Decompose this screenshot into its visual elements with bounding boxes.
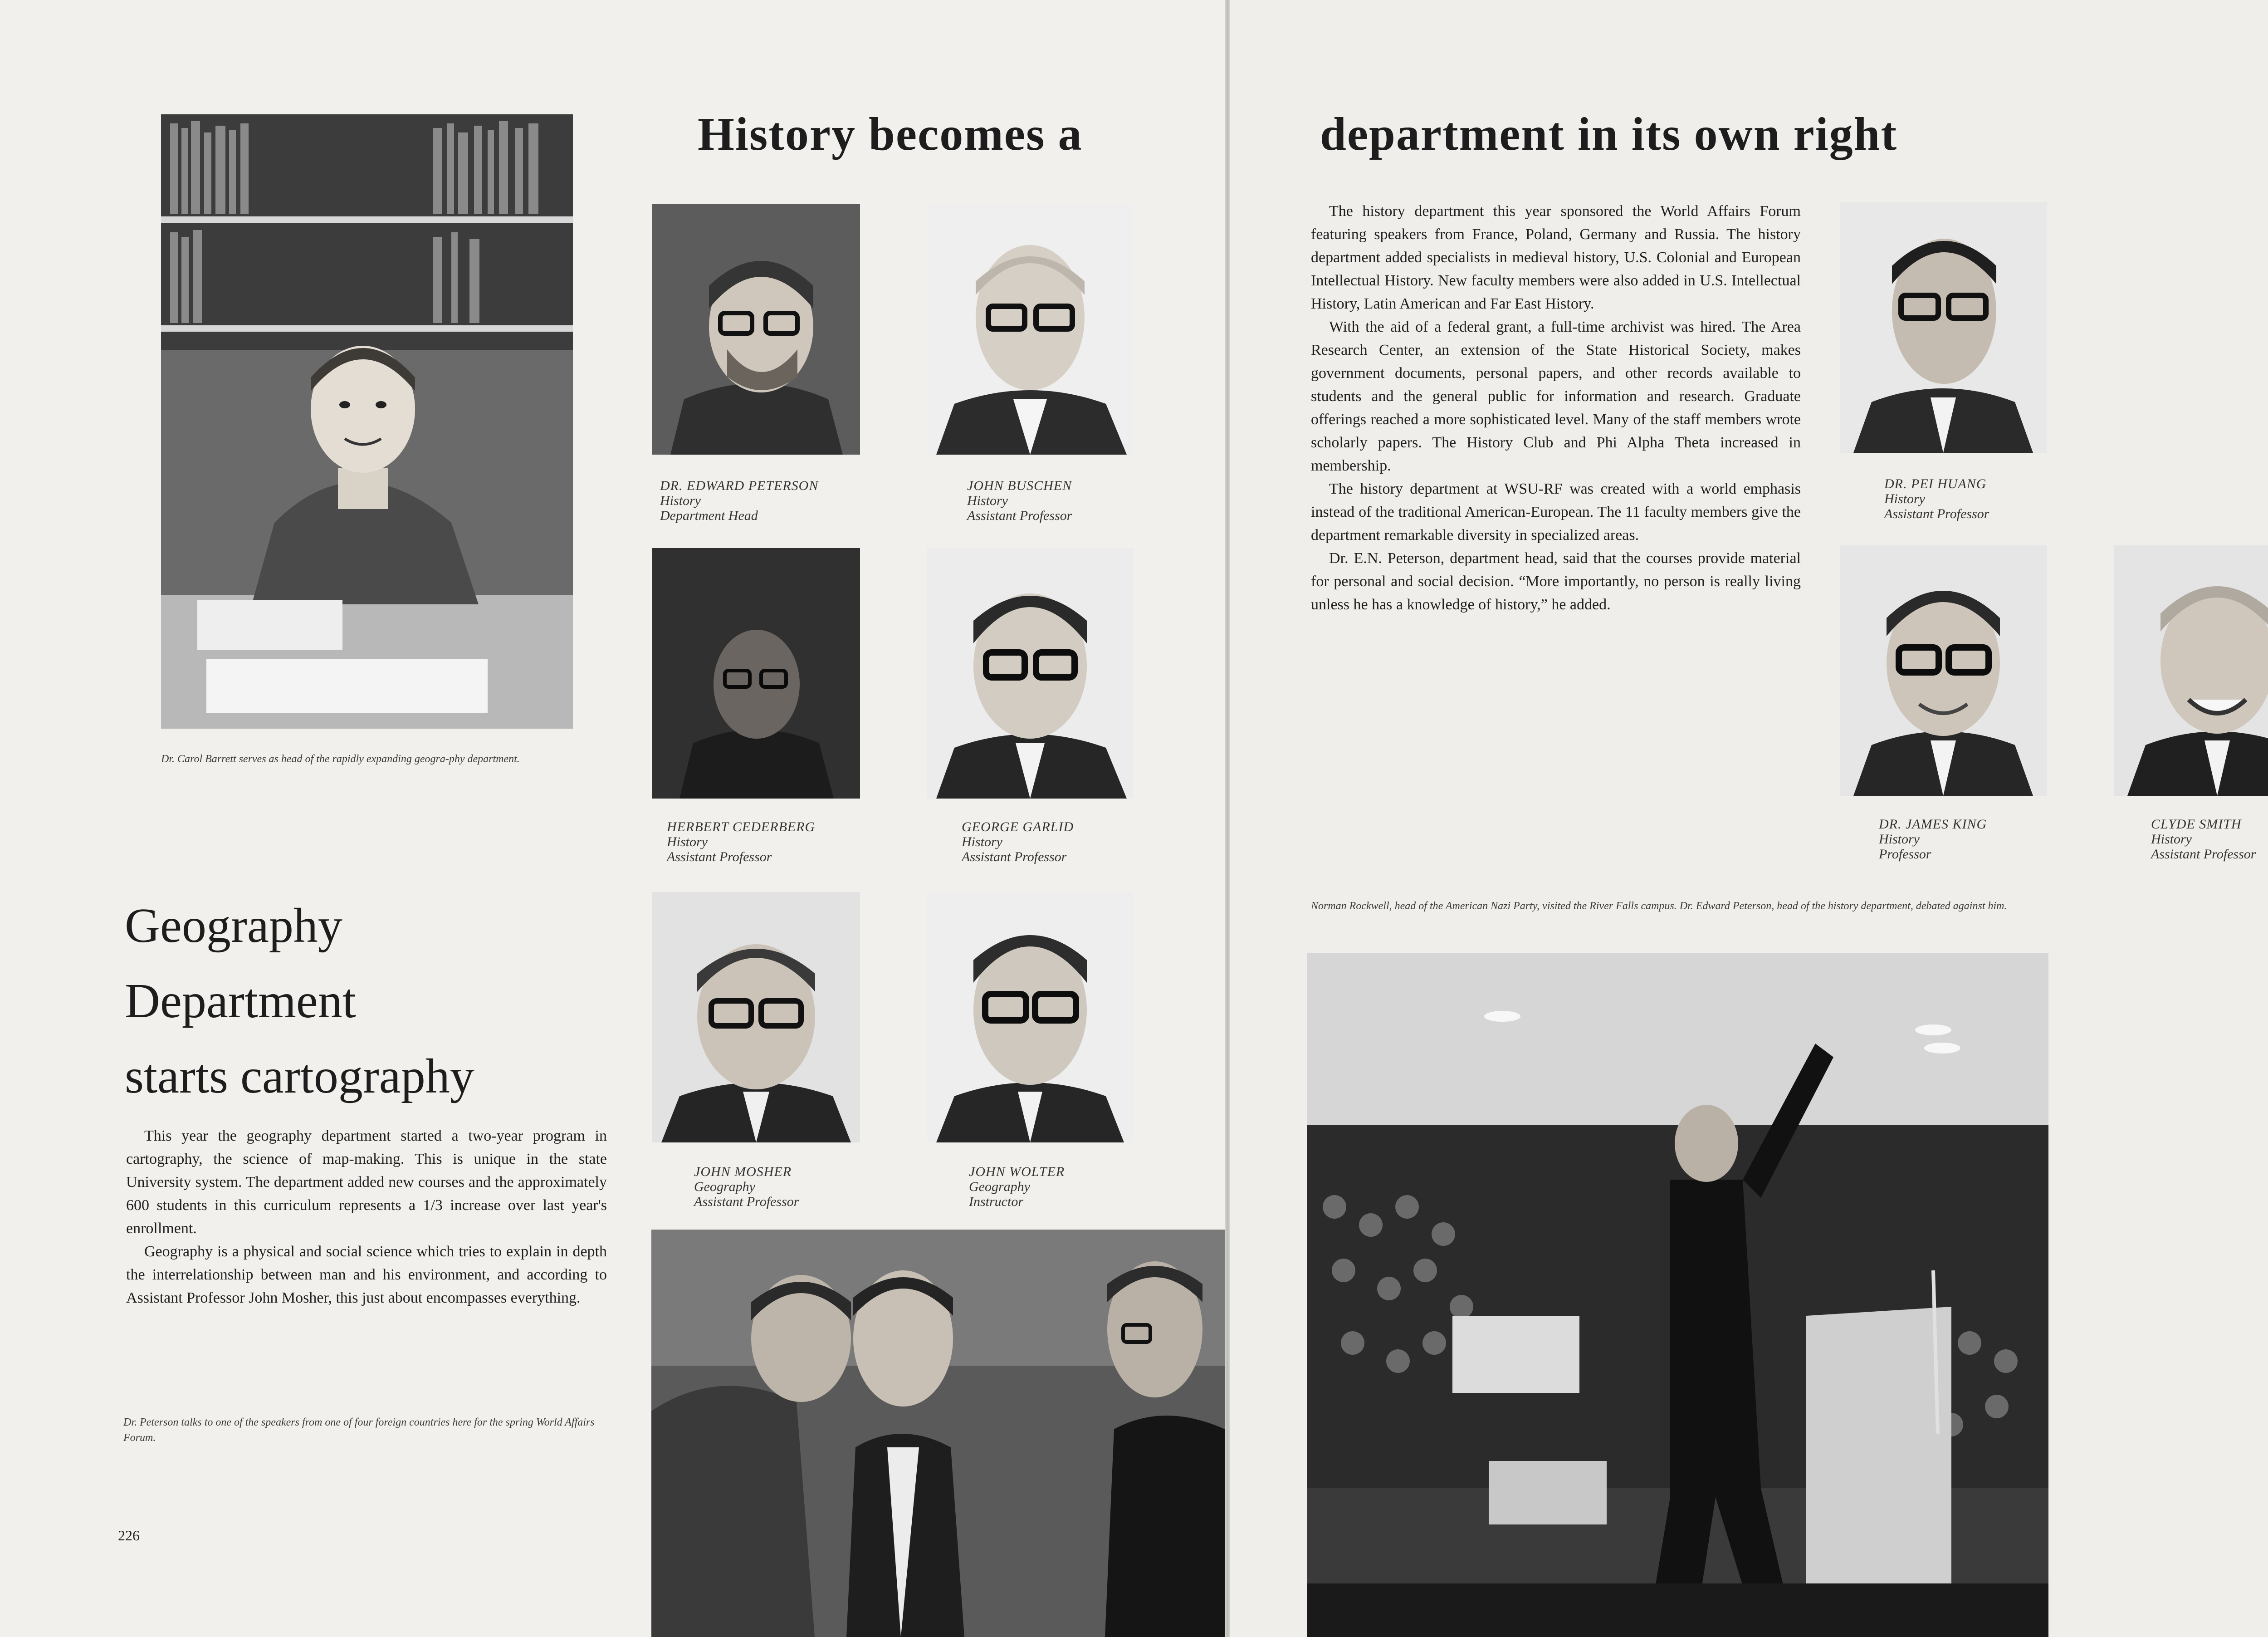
faculty-dept: History — [667, 834, 708, 849]
article-paragraph: Dr. E.N. Peterson, department head, said that the courses provide material for personal and social decision. “More importantly, no person is really living unless he has a knowledge of history,” he added. — [1311, 550, 1801, 613]
faculty-caption-peterson — [660, 478, 818, 523]
history-headline-part2: department in its own right — [1320, 108, 1898, 160]
photo-george-garlid — [927, 548, 1133, 799]
page-gutter — [1225, 0, 1230, 1637]
faculty-name: DR. PEI HUANG — [1884, 476, 1987, 491]
faculty-name: GEORGE GARLID — [962, 819, 1074, 834]
faculty-title: Professor — [1879, 847, 1931, 862]
article-paragraph: The history department this year sponsored the World Affairs Forum featuring speakers from France, Poland, Germany and Russia. The history department added specialists in medieval history, U.S. Colonial and European Intellectual History. New faculty members were also added in U.S. Intellectual History, Latin American and Far East History. — [1311, 203, 1801, 312]
barrett-caption: Dr. Carol Barrett serves as head of the rapidly expanding geogra-phy department. — [161, 753, 520, 765]
faculty-dept: Geography — [969, 1179, 1030, 1194]
faculty-dept: History — [2151, 832, 2192, 847]
photo-rockwell-speech — [1307, 953, 2048, 1637]
faculty-caption-king — [1879, 817, 1987, 862]
right-page — [1230, 0, 2268, 1637]
photo-james-king — [1840, 545, 2047, 796]
faculty-dept: History — [660, 493, 701, 508]
faculty-caption-mosher — [694, 1164, 799, 1209]
photo-clyde-smith — [2114, 545, 2268, 796]
article-paragraph: With the aid of a federal grant, a full-time archivist was hired. The Area Research Center, an extension of the State Historical Society, makes government documents, personal papers, and other records available to students and the general public for information and research. Graduate offerings reached a more sophisticated level. Many of the staff members wrote scholarly papers. The History Club and Phi Alpha Theta increased in membership. — [1311, 319, 1801, 474]
geography-headline — [125, 888, 474, 1114]
faculty-title: Department Head — [660, 508, 758, 523]
geography-article — [126, 1124, 607, 1309]
faculty-caption-smith — [2151, 817, 2256, 862]
faculty-caption-buschen — [967, 478, 1072, 523]
faculty-caption-cederberg — [667, 819, 815, 864]
faculty-title: Assistant Professor — [1884, 506, 1989, 521]
geography-headline-line: Department — [125, 974, 356, 1028]
photo-carol-barrett — [161, 114, 573, 729]
article-paragraph: The history department at WSU-RF was created with a world emphasis instead of the traditional American-European. The 11 faculty members give the department remarkable diversity in specialized areas. — [1311, 480, 1801, 544]
faculty-name: JOHN MOSHER — [694, 1164, 792, 1179]
photo-pei-huang — [1840, 202, 2047, 453]
article-paragraph: Geography is a physical and social science which tries to explain in depth the interrelationship between man and his environment, and according to Assistant Professor John Mosher, this just about encompasses everything. — [126, 1243, 607, 1306]
photo-edward-peterson — [652, 204, 860, 455]
faculty-dept: History — [967, 493, 1008, 508]
faculty-name: DR. JAMES KING — [1879, 817, 1987, 832]
peterson-forum-caption: Dr. Peterson talks to one of the speakers from one of four foreign countries here for the spring World Affairs Forum. — [123, 1416, 595, 1444]
faculty-dept: History — [1884, 491, 1925, 506]
faculty-name: JOHN WOLTER — [969, 1164, 1065, 1179]
faculty-title: Assistant Professor — [694, 1194, 799, 1209]
article-paragraph: This year the geography department started a two-year program in cartography, the science of map-making. This is unique in the state University system. The department added new courses and the approximately 600 students in this curriculum represents a 1/3 increase over last year's enrollment. — [126, 1127, 607, 1237]
faculty-title: Assistant Professor — [667, 849, 772, 864]
page-number-left: 226 — [118, 1527, 140, 1544]
faculty-caption-huang — [1884, 476, 1989, 521]
photo-john-buschen — [927, 204, 1133, 455]
faculty-name: DR. EDWARD PETERSON — [660, 478, 819, 493]
photo-herbert-cederberg — [652, 548, 860, 799]
faculty-dept: History — [962, 834, 1002, 849]
faculty-dept: History — [1879, 832, 1920, 847]
faculty-title: Instructor — [969, 1194, 1023, 1209]
geography-headline-line: Geography — [125, 899, 342, 953]
faculty-caption-wolter — [969, 1164, 1065, 1209]
photo-world-affairs-forum — [651, 1230, 1225, 1637]
faculty-title: Assistant Professor — [967, 508, 1072, 523]
rockwell-caption: Norman Rockwell, head of the American Nazi Party, visited the River Falls campus. Dr. Edward Peterson, head of the history department, debated against him. — [1311, 900, 2007, 912]
geography-headline-line: starts cartography — [125, 1049, 474, 1103]
photo-john-mosher — [652, 892, 860, 1142]
faculty-name: HERBERT CEDERBERG — [667, 819, 816, 834]
faculty-dept: Geography — [694, 1179, 755, 1194]
history-headline-part1: History becomes a — [698, 108, 1083, 160]
faculty-name: CLYDE SMITH — [2151, 817, 2242, 832]
faculty-title: Assistant Professor — [962, 849, 1067, 864]
photo-john-wolter — [927, 892, 1133, 1142]
faculty-title: Assistant Professor — [2151, 847, 2256, 862]
faculty-caption-garlid — [962, 819, 1074, 864]
faculty-name: JOHN BUSCHEN — [967, 478, 1072, 493]
history-article — [1311, 200, 1801, 616]
